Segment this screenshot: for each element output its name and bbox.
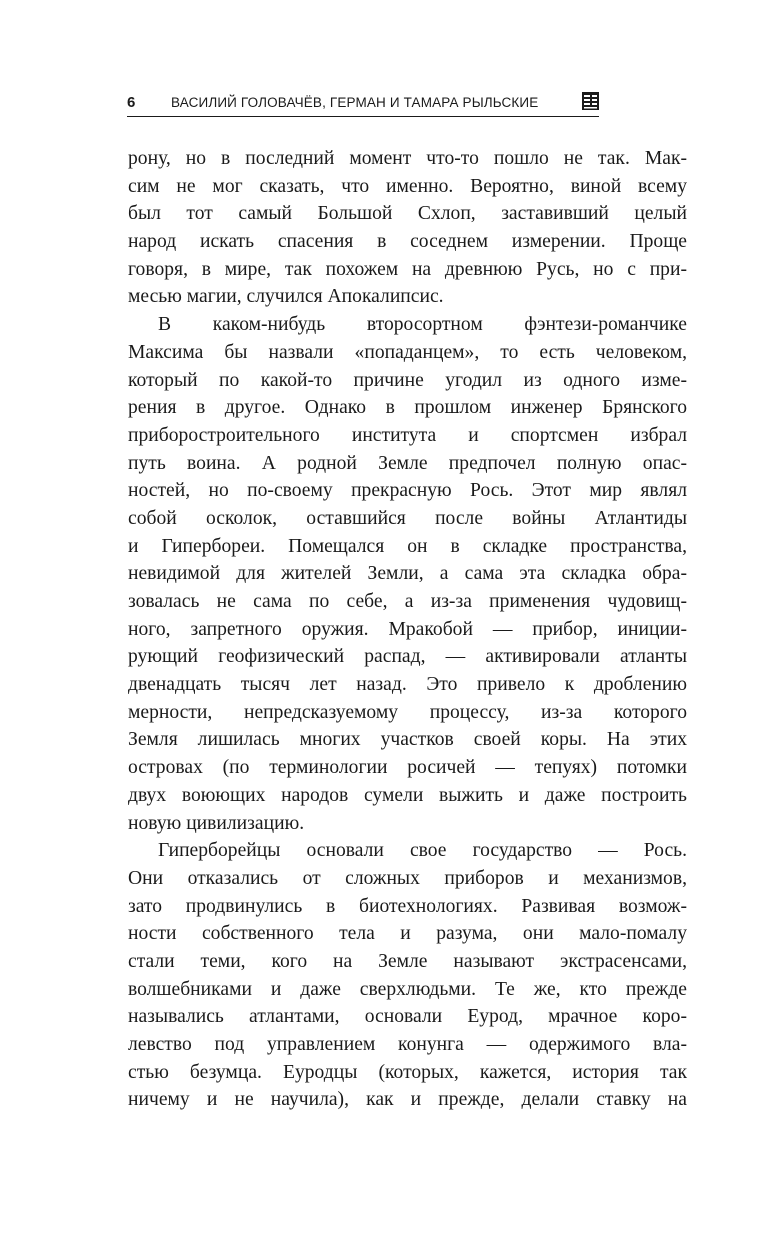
text-line: назывались атлантами, основали Еурод, мрачное коро-: [128, 1006, 687, 1028]
text-line: был тот самый Большой Схлоп, заставивший целый: [128, 203, 687, 225]
text-line: двух воюющих народов сумели выжить и даже построить: [128, 784, 687, 806]
publisher-logo-icon: [582, 92, 599, 110]
text-line: рону, но в последний момент что-то пошло не так. Мак-: [128, 148, 687, 169]
page-number: 6: [127, 94, 136, 111]
text-line: Земля лишилась многих участков своей коры. На этих: [128, 729, 687, 751]
text-line: приборостроительного института и спортсмен избрал: [128, 424, 687, 446]
text-line: ничему и не научила), как и прежде, делали ставку на: [128, 1089, 687, 1111]
text-line: стью безумца. Еуродцы (которых, кажется, история так: [128, 1061, 687, 1083]
text-line: который по какой-то причине угодил из одного изме-: [128, 369, 687, 391]
text-line: ности собственного тела и разума, они мало-помалу: [128, 923, 687, 945]
text-line: левство под управлением конунга — одержимого вла-: [128, 1034, 687, 1055]
text-line: собой осколок, оставшийся после войны Атлантиды: [128, 507, 687, 529]
text-line: волшебниками и даже сверхлюдьми. Те же, кто прежде: [128, 978, 687, 1000]
text-line: ностей, но по-своему прекрасную Рось. Этот мир являл: [128, 480, 687, 502]
text-line: стали теми, кого на Земле называют экстрасенсами,: [128, 950, 687, 972]
text-line: месью магии, случился Апокалипсис.: [128, 286, 444, 308]
paragraph-first-line: В каком-нибудь второсортном фэнтези-романчике: [158, 314, 687, 336]
text-line: сим не мог сказать, что именно. Вероятно, виной всему: [128, 175, 687, 197]
text-line: путь воина. А родной Земле предпочел полную опас-: [128, 452, 687, 474]
text-line: ного, запретного оружия. Мракобой — прибор, иниции-: [128, 618, 687, 640]
running-head-title: ВАСИЛИЙ ГОЛОВАЧЁВ, ГЕРМАН И ТАМАРА РЫЛЬСКИЕ: [171, 95, 539, 110]
text-line: мерности, непредсказуемому процессу, из-за которого: [128, 701, 687, 723]
text-line: Максима бы назвали «попаданцем», то есть человеком,: [128, 341, 687, 363]
body-text: [128, 145, 687, 1114]
text-line: новую цивилизацию.: [128, 812, 305, 834]
text-line: двенадцать тысяч лет назад. Это привело к дроблению: [128, 674, 687, 696]
paragraph-first-line: Гиперборейцы основали свое государство — Рось.: [158, 840, 687, 862]
text-line: невидимой для жителей Земли, а сама эта складка обра-: [128, 563, 687, 585]
text-line: зато продвинулись в биотехнологиях. Развивая возмож-: [128, 895, 687, 917]
text-line: рующий геофизический распад, — активировали атланты: [128, 646, 687, 668]
text-line: рения в другое. Однако в прошлом инженер Брянского: [128, 397, 687, 419]
text-line: говоря, в мире, так похожем на древнюю Русь, но с при-: [128, 258, 687, 280]
running-header: [127, 92, 599, 117]
text-line: народ искать спасения в соседнем измерении. Проще: [128, 231, 687, 253]
text-line: островах (по терминологии росичей — тепуях) потомки: [128, 757, 687, 779]
text-line: Они отказались от сложных приборов и механизмов,: [128, 867, 687, 889]
text-line: и Гипербореи. Помещался он в складке пространства,: [128, 535, 687, 557]
text-line: зовалась не сама по себе, а из-за применения чудовищ-: [128, 591, 687, 612]
